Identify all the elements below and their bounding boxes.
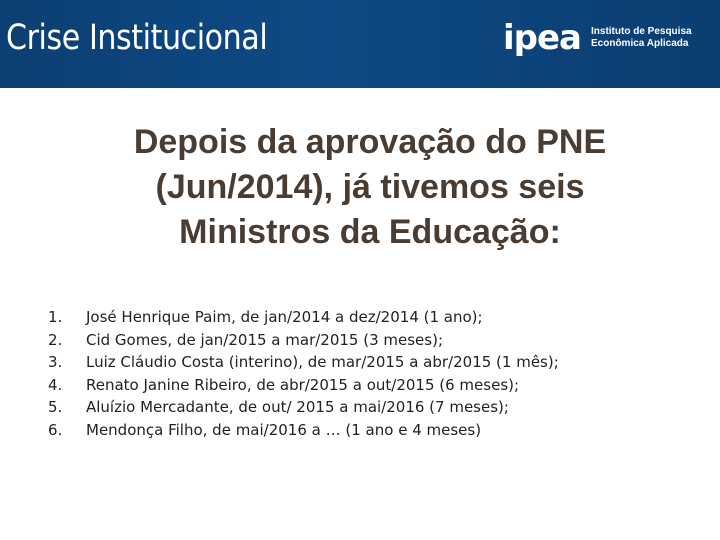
slide-title: Crise Institucional xyxy=(6,18,268,58)
list-item xyxy=(48,351,559,374)
list-text: Cid Gomes, de jan/2015 a mar/2015 (3 meses); xyxy=(86,330,443,349)
list-item xyxy=(48,306,559,329)
list-item xyxy=(48,396,559,419)
list-number: 5. xyxy=(48,398,63,417)
headline-line: Depois da aprovação do PNE xyxy=(133,123,607,161)
list-item xyxy=(48,419,559,442)
headline xyxy=(60,120,680,255)
headline-line: Ministros da Educação: xyxy=(179,213,561,251)
list-item xyxy=(48,374,559,397)
headline-line: (Jun/2014), já tivemos seis xyxy=(155,168,585,206)
list-text: Renato Janine Ribeiro, de abr/2015 a out/2015 (6 meses); xyxy=(86,375,520,394)
list-number: 4. xyxy=(48,375,63,394)
list-text: Mendonça Filho, de mai/2016 a … (1 ano e 4 meses) xyxy=(86,420,482,439)
ipea-logo xyxy=(503,18,692,58)
list-text: Luiz Cláudio Costa (interino), de mar/2015 a abr/2015 (1 mês); xyxy=(86,353,559,372)
list-text: Aluízio Mercadante, de out/ 2015 a mai/2016 (7 meses); xyxy=(86,398,509,417)
list-number: 2. xyxy=(48,330,63,349)
list-number: 6. xyxy=(48,420,63,439)
logo-wordmark: ipea xyxy=(503,18,581,58)
logo-subtitle-line: Econômica Aplicada xyxy=(591,38,689,49)
header-banner xyxy=(0,0,720,88)
list-number: 3. xyxy=(48,353,63,372)
ministers-list xyxy=(48,306,559,442)
list-item xyxy=(48,329,559,352)
list-text: José Henrique Paim, de jan/2014 a dez/2014 (1 ano); xyxy=(86,308,483,326)
list-number: 1. xyxy=(48,308,63,326)
logo-subtitle xyxy=(591,26,692,50)
logo-subtitle-line: Instituto de Pesquisa xyxy=(591,26,692,37)
